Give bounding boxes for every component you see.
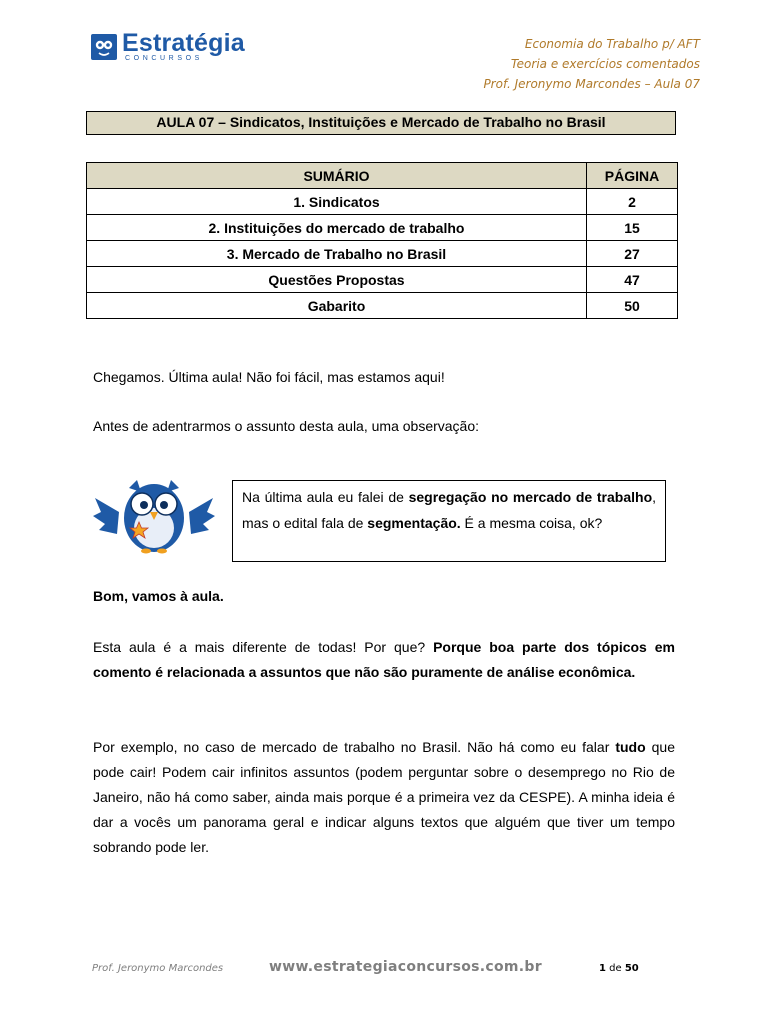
logo-subtitle: CONCURSOS <box>125 55 203 62</box>
toc-title: Questões Propostas <box>87 267 587 293</box>
paragraph-bold: tudo <box>615 739 646 755</box>
professor-lesson: Prof. Jeronymo Marcondes – Aula 07 <box>483 77 700 91</box>
note-text: , mas o edital fala de <box>242 489 657 531</box>
toc-title: 3. Mercado de Trabalho no Brasil <box>87 241 587 267</box>
note-box <box>232 480 666 562</box>
note-text: É a mesma coisa, ok? <box>460 515 603 531</box>
paragraph-bold: Porque boa parte dos tópicos em comento é relacionada a assuntos que não são puramente de análise econômica. <box>93 639 676 680</box>
summary-header-cell: SUMÁRIO <box>87 163 587 189</box>
summary-table <box>86 162 678 319</box>
course-name: Economia do Trabalho p/ AFT <box>524 37 700 51</box>
toc-page: 15 <box>587 215 678 241</box>
course-subtitle: Teoria e exercícios comentados <box>510 57 700 71</box>
toc-title: 1. Sindicatos <box>87 189 587 215</box>
table-row <box>87 293 678 319</box>
note-bold: segregação no mercado de trabalho <box>408 489 653 505</box>
estrategia-logo-icon <box>91 34 117 60</box>
page-current: 1 <box>599 963 606 974</box>
toc-title: 2. Instituições do mercado de trabalho <box>87 215 587 241</box>
toc-page: 50 <box>587 293 678 319</box>
table-row <box>87 267 678 293</box>
estrategia-logo <box>91 29 251 64</box>
owl-mascot-icon <box>93 478 215 554</box>
note-bold: segmentação. <box>367 515 461 531</box>
paragraph-text: Esta aula é a mais diferente de todas! Por que? <box>93 639 434 655</box>
body-paragraph <box>93 635 675 685</box>
section-lead: Bom, vamos à aula. <box>93 588 224 604</box>
paragraph-text: Por exemplo, no caso de mercado de trabalho no Brasil. Não há como eu falar <box>93 739 616 755</box>
paragraph-text: que pode cair! Podem cair infinitos assuntos (podem perguntar sobre o desemprego no Rio de Janeiro, não há como saber, ainda mais porque é a primeira vez da CESPE). A minha ideia é dar a vocês um panorama geral e indicar alguns textos que alguém que tiver um tempo sobrando pode ler. <box>93 739 675 855</box>
note-text: Na última aula eu falei de <box>242 489 409 505</box>
page-header-cell: PÁGINA <box>587 163 678 189</box>
header-meta <box>483 34 700 94</box>
page-separator: de <box>605 963 625 974</box>
toc-page: 2 <box>587 189 678 215</box>
page-number <box>599 963 639 974</box>
table-row <box>87 241 678 267</box>
toc-title: Gabarito <box>87 293 587 319</box>
toc-page: 47 <box>587 267 678 293</box>
table-row <box>87 189 678 215</box>
footer-author: Prof. Jeronymo Marcondes <box>92 963 224 974</box>
lesson-title: AULA 07 – Sindicatos, Instituições e Mercado de Trabalho no Brasil <box>86 111 676 135</box>
toc-page: 27 <box>587 241 678 267</box>
logo-wordmark: Estratégia <box>122 29 245 57</box>
footer-url[interactable]: www.estrategiaconcursos.com.br <box>269 959 542 975</box>
summary-table-header <box>87 163 678 189</box>
page-total: 50 <box>624 963 639 974</box>
body-paragraph <box>93 735 675 860</box>
intro-paragraph: Antes de adentrarmos o assunto desta aula, uma observação: <box>93 418 480 434</box>
intro-paragraph: Chegamos. Última aula! Não foi fácil, mas estamos aqui! <box>93 369 445 385</box>
table-row <box>87 215 678 241</box>
